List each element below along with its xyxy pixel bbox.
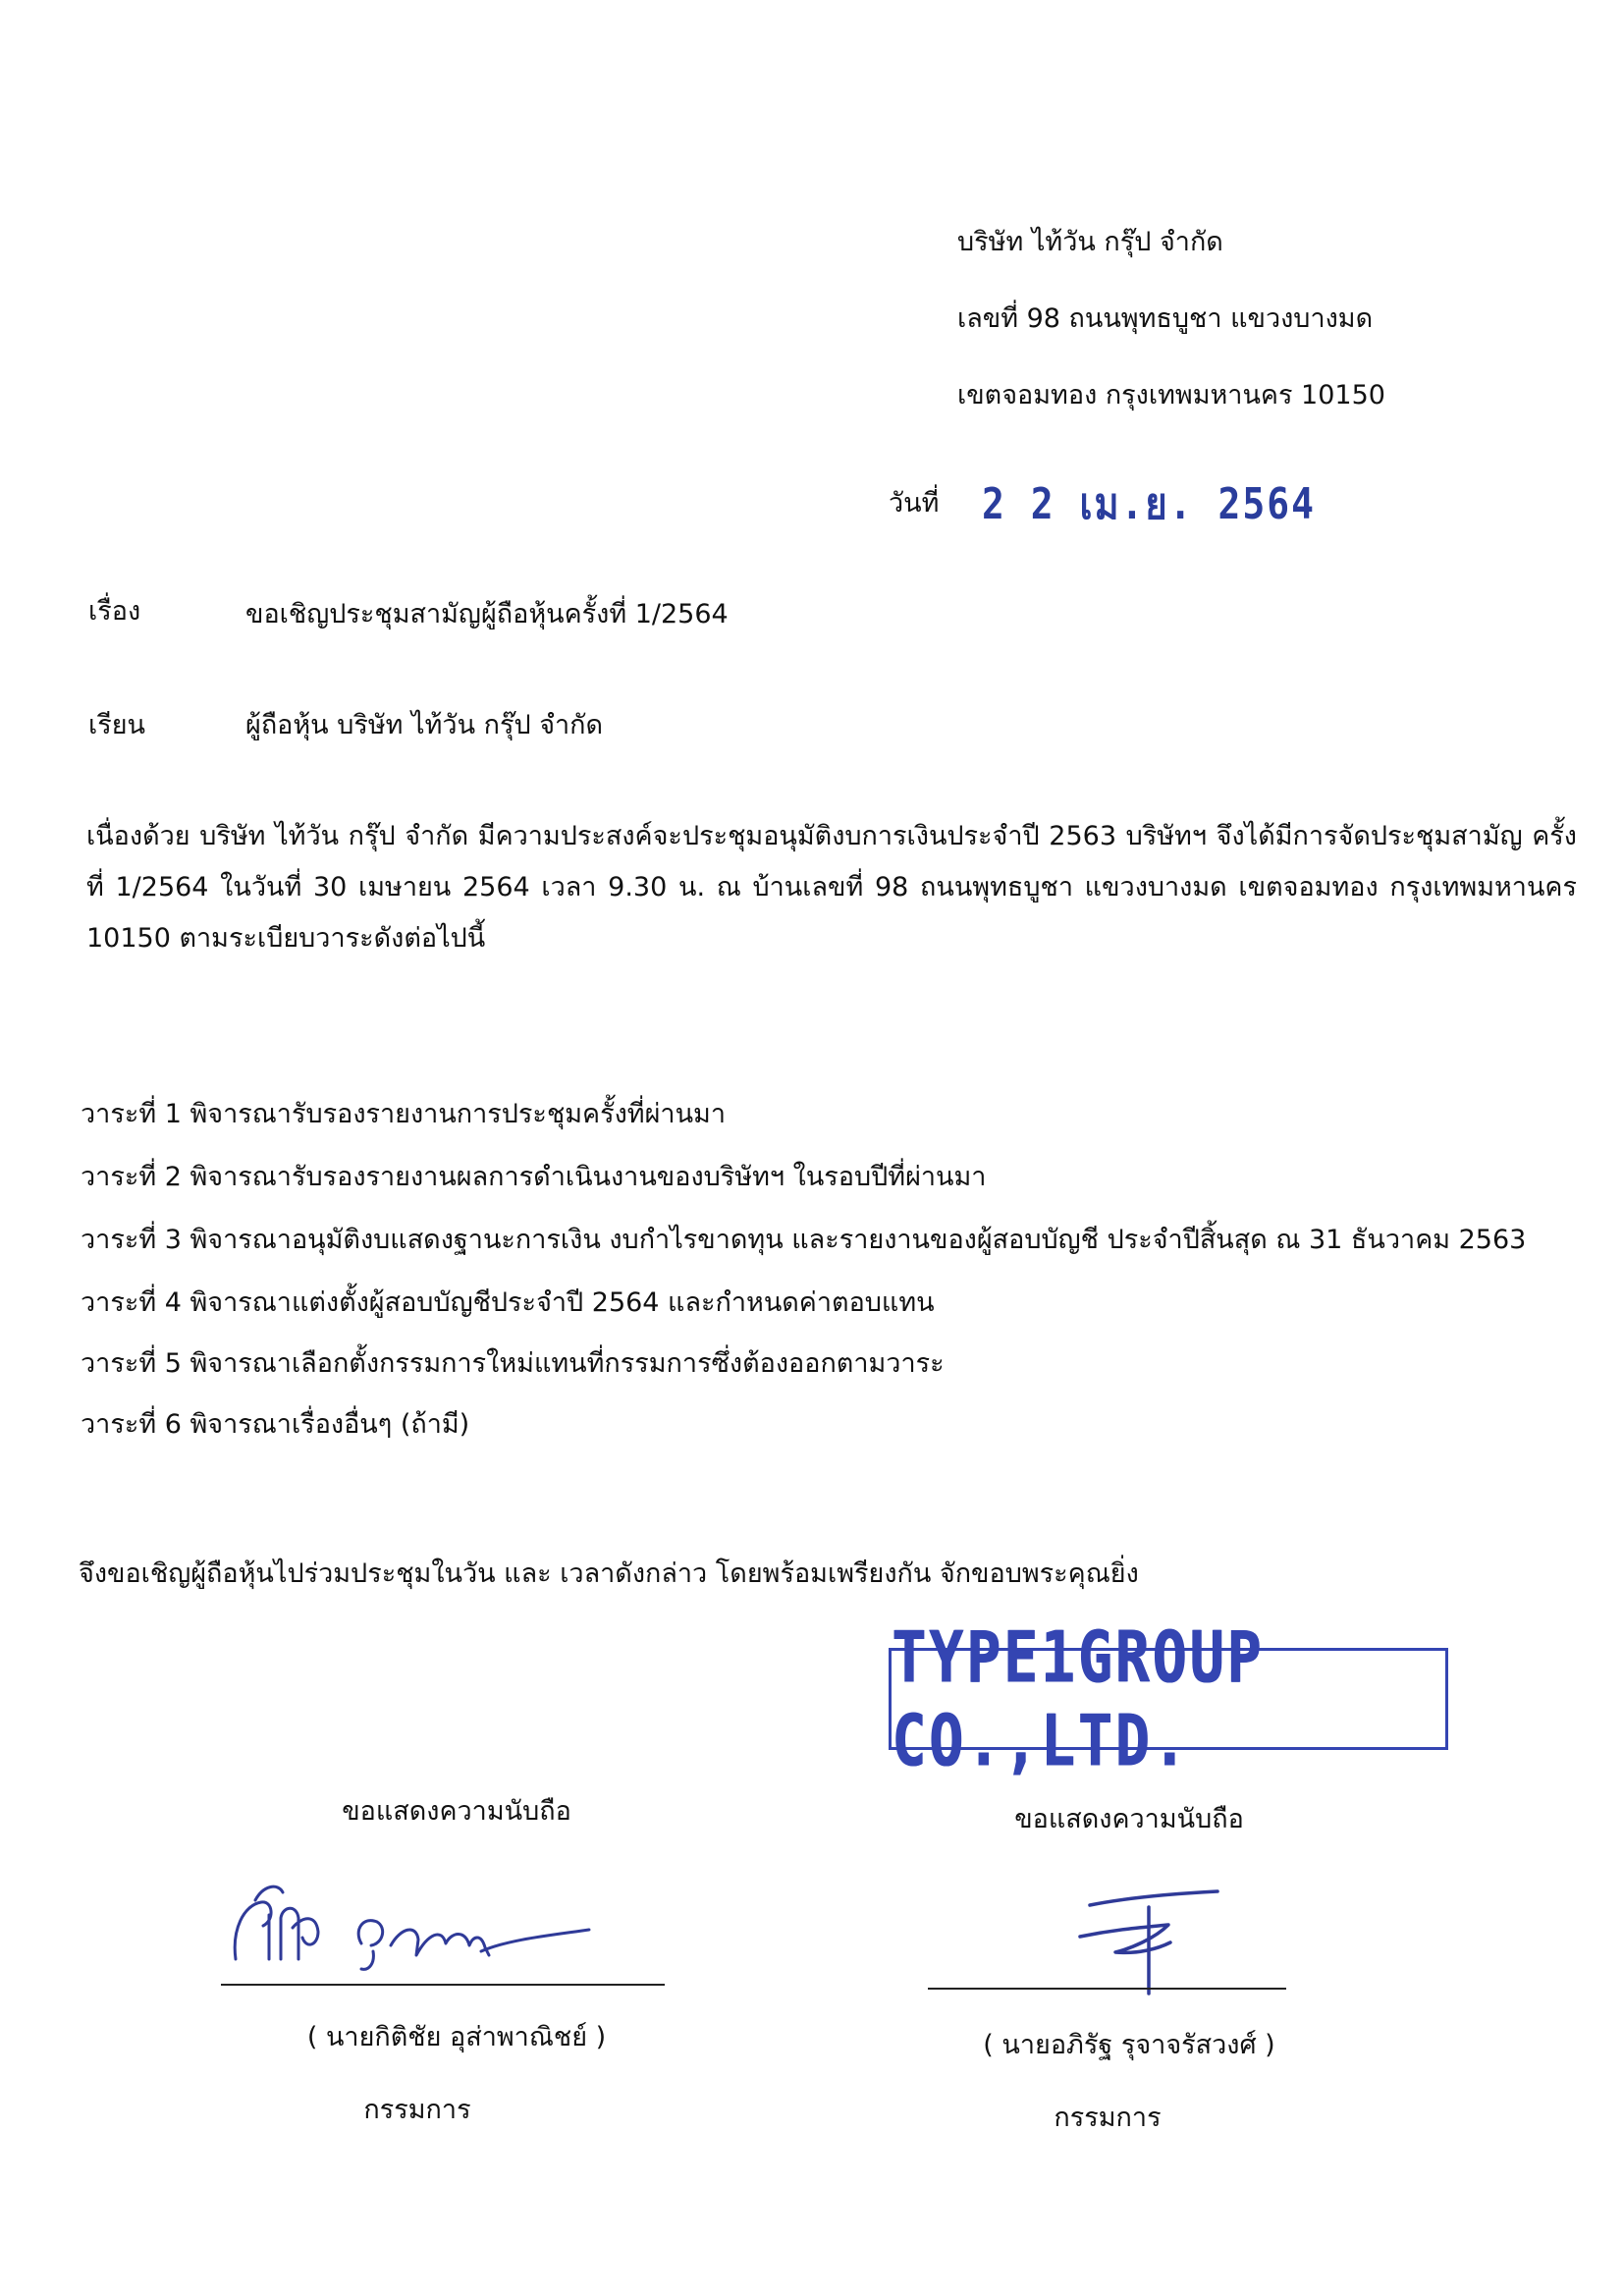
- company-stamp: [889, 1615, 1448, 1782]
- recipient-text: ผู้ถือหุ้น บริษัท ไท้วัน กรุ๊ป จำกัด: [245, 710, 604, 740]
- signatory-1-name: ( นายกิติชัย อุส่าพาณิชย์ ): [306, 2022, 607, 2052]
- date-label: วันที่: [889, 488, 940, 519]
- subject-label: เรื่อง: [88, 596, 141, 627]
- signatory-2-position: กรรมการ: [1054, 2103, 1162, 2133]
- company-stamp-text: TYPE1GROUP CO.,LTD.: [892, 1615, 1265, 1782]
- subject-text: ขอเชิญประชุมสามัญผู้ถือหุ้นครั้งที่ 1/2564: [245, 599, 729, 629]
- signatory-1-regards: ขอแสดงความนับถือ: [342, 1796, 571, 1827]
- signatory-1-position: กรรมการ: [363, 2095, 471, 2125]
- signature-1-mark: [224, 1861, 597, 1989]
- recipient-label: เรียน: [88, 710, 146, 740]
- sender-address-line2: เขตจอมทอง กรุงเทพมหานคร 10150: [957, 380, 1385, 410]
- agenda-item: วาระที่ 6 พิจารณาเรื่องอื่นๆ (ถ้ามี): [81, 1409, 470, 1440]
- signature-2-line: [928, 1988, 1286, 1990]
- signatory-2-regards: ขอแสดงความนับถือ: [1014, 1804, 1244, 1834]
- sender-address-line1: เลขที่ 98 ถนนพุทธบูชา แขวงบางมด: [957, 303, 1374, 334]
- agenda-item: วาระที่ 5 พิจารณาเลือกตั้งกรรมการใหม่แทนที่กรรมการซึ่งต้องออกตามวาระ: [81, 1348, 945, 1379]
- agenda-item: วาระที่ 1 พิจารณารับรองรายงานการประชุมครั้งที่ผ่านมา: [81, 1099, 727, 1129]
- closing-text: จึงขอเชิญผู้ถือหุ้นไปร่วมประชุมในวัน และ เวลาดังกล่าว โดยพร้อมเพรียงกัน จักขอบพระคุณยิ่ง: [79, 1558, 1139, 1589]
- agenda-item: วาระที่ 2 พิจารณารับรองรายงานผลการดำเนินงานของบริษัทฯ ในรอบปีที่ผ่านมา: [81, 1162, 987, 1192]
- agenda-item: วาระที่ 4 พิจารณาแต่งตั้งผู้สอบบัญชีประจำปี 2564 และกำหนดค่าตอบแทน: [81, 1287, 935, 1318]
- signature-2-mark: [1060, 1884, 1237, 2001]
- date-stamp: 2 2 เม.ย. 2564: [982, 478, 1316, 529]
- signature-1-line: [221, 1984, 665, 1986]
- sender-company: บริษัท ไท้วัน กรุ๊ป จำกัด: [957, 227, 1223, 257]
- agenda-item: วาระที่ 3 พิจารณาอนุมัติงบแสดงฐานะการเงิน งบกำไรขาดทุน และรายงานของผู้สอบบัญชี ประจำปีสิ้นสุด ณ 31 ธันวาคม 2563: [81, 1225, 1527, 1255]
- intro-paragraph: เนื่องด้วย บริษัท ไท้วัน กรุ๊ป จำกัด มีความประสงค์จะประชุมอนุมัติงบการเงินประจำปี 2563 บริษัทฯ จึงได้มีการจัดประชุมสามัญ ครั้งที่ 1/2564 ในวันที่ 30 เมษายน 2564 เวลา 9.30 น. ณ บ้านเลขที่ 98 ถนนพุทธบูชา แขวงบางมด เขตจอมทอง กรุงเทพมหานคร 10150 ตามระเบียบวาระดังต่อไปนี้: [86, 821, 1577, 954]
- signatory-2-name: ( นายอภิรัฐ รุจาจรัสวงศ์ ): [983, 2030, 1275, 2060]
